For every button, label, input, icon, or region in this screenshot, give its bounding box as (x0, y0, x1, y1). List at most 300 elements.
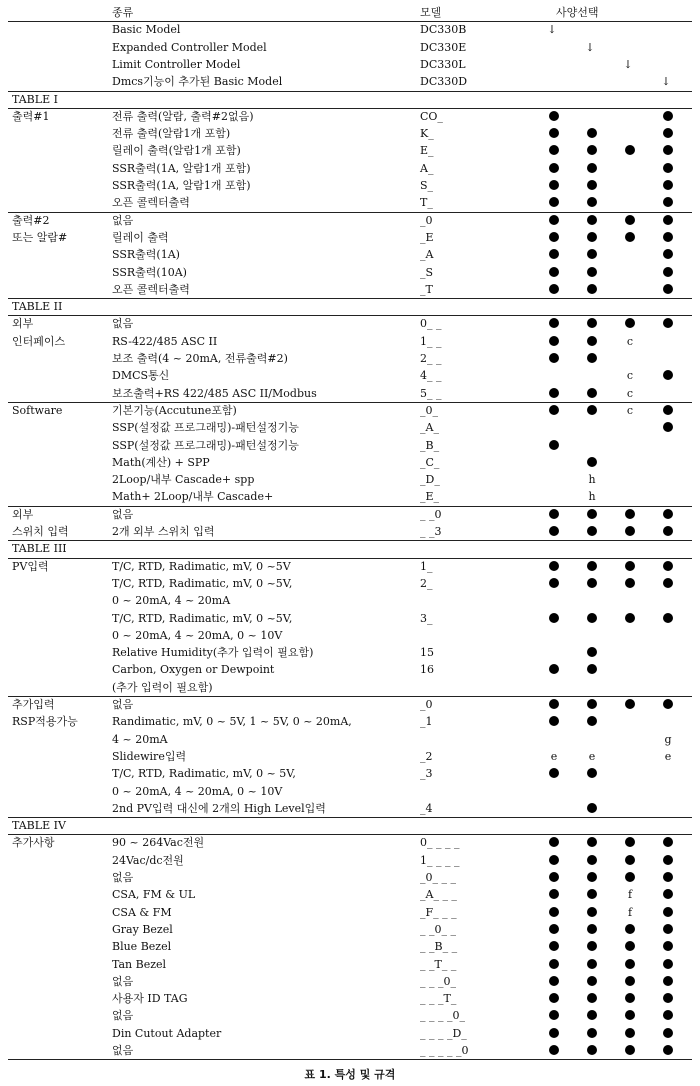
row-description: 24Vac/dc전원 (112, 853, 184, 867)
dot-icon (549, 855, 559, 865)
dot-icon (663, 163, 673, 173)
selected-dot (621, 506, 639, 523)
row-description: SSR출력(1A, 알람1개 포함) (112, 161, 251, 175)
table-row (8, 748, 692, 765)
row-code: _0_ _ _ (420, 871, 456, 884)
down-arrow-icon: ↓ (585, 40, 595, 54)
selected-dot (583, 610, 601, 627)
row-description: T/C, RTD, Radimatic, mV, 0 ~5V (112, 559, 291, 573)
dot-icon (549, 578, 559, 588)
table-row (8, 575, 692, 592)
table-row (8, 367, 692, 384)
dot-icon (587, 993, 597, 1003)
selected-dot (583, 938, 601, 955)
selected-dot (583, 506, 601, 523)
row-code: 4_ _ (420, 369, 442, 383)
dot-icon (587, 145, 597, 155)
selected-dot (545, 852, 563, 869)
row-code: 1_ (420, 559, 433, 573)
dot-icon (587, 197, 597, 207)
dot-icon (587, 941, 597, 951)
dot-icon (549, 509, 559, 519)
dot-icon (587, 284, 597, 294)
table-row (8, 852, 692, 869)
selected-dot (583, 713, 601, 730)
selected-dot (659, 367, 677, 384)
row-code: _3 (420, 767, 433, 781)
dot-icon (663, 699, 673, 709)
row-description: Carbon, Oxygen or Dewpoint (112, 663, 275, 677)
dot-icon (663, 509, 673, 519)
dot-icon (663, 111, 673, 121)
table-row (8, 160, 692, 177)
row-description: 보조출력+RS 422/485 ASC II/Modbus (112, 386, 317, 400)
selected-dot (583, 1025, 601, 1042)
dot-icon (587, 336, 597, 346)
selected-dot (545, 661, 563, 678)
row-description: T/C, RTD, Radimatic, mV, 0 ~5V, (112, 576, 293, 590)
selected-dot (659, 194, 677, 211)
dot-icon (549, 993, 559, 1003)
section-title (8, 298, 692, 315)
row-code: _ _0 (420, 507, 442, 521)
dot-icon (663, 976, 673, 986)
selected-dot (583, 350, 601, 367)
group-label: 추가사항 (12, 836, 55, 850)
model-row (8, 73, 692, 90)
selected-dot (545, 990, 563, 1007)
row-description: CSA, FM & UL (112, 888, 196, 902)
row-description: Gray Bezel (112, 922, 173, 936)
note-mark: c (626, 369, 634, 383)
model-name: Expanded Controller Model (112, 40, 267, 54)
dot-icon (625, 941, 635, 951)
dot-icon (663, 267, 673, 277)
row-code: 1_ _ (420, 334, 442, 348)
row-code: K_ (420, 127, 434, 141)
section-title-text: TABLE IV (12, 819, 66, 833)
dot-icon (549, 768, 559, 778)
dot-icon (625, 145, 635, 155)
selected-dot (545, 350, 563, 367)
group-label: Software (12, 403, 63, 417)
dot-icon (625, 1010, 635, 1020)
dot-icon (587, 1045, 597, 1055)
selected-dot (583, 990, 601, 1007)
row-code: _ _ _ _0_ (420, 1009, 465, 1023)
dot-icon (587, 872, 597, 882)
model-name: Limit Controller Model (112, 57, 241, 71)
selected-dot (583, 1007, 601, 1024)
dot-icon (587, 318, 597, 328)
table-row (8, 125, 692, 142)
selected-dot (659, 523, 677, 540)
table-row (8, 108, 692, 125)
table-row (8, 713, 692, 730)
row-description: SSP(설정값 프로그래밍)-패턴설정기능 (112, 438, 299, 452)
row-description: 없음 (112, 317, 134, 331)
row-code: _ _ _0_ (420, 974, 456, 988)
dot-icon (587, 180, 597, 190)
selected-dot (583, 194, 601, 211)
selected-dot (583, 973, 601, 990)
dot-icon (549, 336, 559, 346)
group-label: 스위치 입력 (12, 525, 69, 538)
dot-icon (625, 613, 635, 623)
dot-icon (549, 440, 559, 450)
selected-dot (621, 610, 639, 627)
selected-dot (545, 610, 563, 627)
row-description: (추가 입력이 필요함) (112, 680, 213, 694)
selected-dot (583, 800, 601, 817)
row-description: 기본기능(Accutune포함) (112, 403, 237, 417)
table-row (8, 973, 692, 990)
selected-dot (545, 938, 563, 955)
selected-dot (583, 575, 601, 592)
dot-icon (625, 993, 635, 1003)
row-code: T_ (420, 196, 433, 210)
group-label: 외부 (12, 507, 34, 521)
row-code: _2 (420, 749, 433, 763)
selected-dot (545, 212, 563, 229)
table-row (8, 506, 692, 523)
dot-icon (549, 837, 559, 847)
table-row (8, 1025, 692, 1042)
selected-dot (545, 194, 563, 211)
row-description: 전류 출력(알람1개 포함) (112, 127, 231, 141)
dot-icon (549, 699, 559, 709)
selected-dot (659, 142, 677, 159)
selected-dot (545, 869, 563, 886)
group-label: 출력#2 (12, 213, 50, 227)
dot-icon (549, 1028, 559, 1038)
table-row (8, 471, 692, 488)
dot-icon (587, 837, 597, 847)
row-code: _C_ (420, 455, 440, 469)
selected-dot (545, 904, 563, 921)
dot-icon (587, 353, 597, 363)
row-description: SSR출력(1A) (112, 248, 180, 262)
dot-icon (587, 699, 597, 709)
header-row (8, 4, 692, 21)
note-mark: e (588, 749, 596, 763)
selected-dot (583, 523, 601, 540)
note-mark: c (626, 334, 634, 348)
dot-icon (663, 578, 673, 588)
dot-icon (663, 370, 673, 380)
dot-icon (663, 1010, 673, 1020)
row-code: _A (420, 248, 434, 262)
row-code: _1 (420, 715, 433, 729)
table-row (8, 1042, 692, 1059)
selected-dot (659, 419, 677, 436)
down-arrow-icon: ↓ (547, 23, 557, 37)
dot-icon (587, 855, 597, 865)
selected-dot (621, 956, 639, 973)
dot-icon (587, 249, 597, 259)
group-label: 출력#1 (12, 109, 50, 123)
dot-icon (625, 578, 635, 588)
dot-icon (587, 128, 597, 138)
dot-icon (549, 180, 559, 190)
selected-dot (659, 108, 677, 125)
selected-dot (545, 506, 563, 523)
selected-dot (659, 1007, 677, 1024)
selected-dot (621, 229, 639, 246)
selected-dot (583, 904, 601, 921)
row-code: _0 (420, 698, 433, 711)
table-row (8, 229, 692, 246)
dot-icon (587, 924, 597, 934)
selected-dot (545, 264, 563, 281)
dot-icon (663, 855, 673, 865)
dot-icon (663, 180, 673, 190)
row-code: A_ (420, 161, 434, 175)
dot-icon (663, 837, 673, 847)
group-label: 외부 (12, 317, 34, 331)
selected-dot (583, 142, 601, 159)
table-row (8, 904, 692, 921)
note-mark: e (664, 749, 672, 763)
row-description: T/C, RTD, Radimatic, mV, 0 ~5V, (112, 611, 293, 625)
dot-icon (663, 993, 673, 1003)
selected-dot (545, 281, 563, 298)
row-description: 없음 (112, 698, 134, 711)
table-row (8, 592, 692, 609)
selected-dot (621, 1042, 639, 1059)
selected-dot (583, 212, 601, 229)
selected-dot (659, 229, 677, 246)
selected-dot (545, 246, 563, 263)
dot-icon (587, 803, 597, 813)
dot-icon (587, 232, 597, 242)
dot-icon (549, 924, 559, 934)
dot-icon (587, 976, 597, 986)
row-description: 0 ~ 20mA, 4 ~ 20mA, 0 ~ 10V (112, 628, 283, 642)
dot-icon (625, 976, 635, 986)
selected-dot (545, 315, 563, 332)
row-code: _ _0_ _ (420, 922, 456, 936)
row-code: 2_ _ (420, 352, 442, 365)
type-header: 종류 (112, 6, 134, 19)
row-description: Relative Humidity(추가 입력이 필요함) (112, 646, 314, 660)
dot-icon (587, 716, 597, 726)
spec-table (8, 0, 692, 1058)
row-code: _ _T_ _ (420, 957, 457, 971)
dot-icon (587, 907, 597, 917)
selected-dot (545, 108, 563, 125)
note-mark: c (626, 403, 634, 417)
dot-icon (663, 1028, 673, 1038)
note-mark: h (588, 490, 596, 504)
dot-icon (587, 215, 597, 225)
selected-dot (545, 696, 563, 713)
row-description: 전류 출력(알람, 출력#2없음) (112, 109, 254, 123)
selected-dot (659, 834, 677, 851)
row-code: _ _ _ _ _0 (420, 1044, 469, 1057)
selected-dot (659, 264, 677, 281)
section-title (8, 91, 692, 108)
row-description: Blue Bezel (112, 940, 172, 954)
selected-dot (583, 644, 601, 661)
dot-icon (549, 872, 559, 882)
table-row (8, 315, 692, 332)
dot-icon (587, 578, 597, 588)
row-code: _E (420, 230, 434, 244)
row-description: 오픈 콜렉터출력 (112, 196, 190, 210)
selected-dot (545, 125, 563, 142)
row-description: 없음 (112, 1009, 134, 1023)
row-description: Randimatic, mV, 0 ~ 5V, 1 ~ 5V, 0 ~ 20mA, (112, 715, 352, 729)
selected-dot (621, 990, 639, 1007)
dot-icon (549, 284, 559, 294)
selected-dot (583, 869, 601, 886)
selected-dot (545, 886, 563, 903)
table-caption: 표 1. 특성 및 규격 (304, 1068, 396, 1081)
table-row (8, 142, 692, 159)
selected-dot (545, 333, 563, 350)
row-code: 0_ _ (420, 317, 442, 331)
selected-dot (583, 886, 601, 903)
row-description: 0 ~ 20mA, 4 ~ 20mA (112, 594, 231, 608)
note-mark: c (626, 386, 634, 400)
selected-dot (583, 229, 601, 246)
dot-icon (549, 111, 559, 121)
row-code: _4 (420, 801, 433, 815)
selected-dot (545, 834, 563, 851)
dot-icon (663, 561, 673, 571)
row-description: 릴레이 출력 (112, 230, 169, 244)
row-description: 없음 (112, 213, 134, 227)
table-row (8, 834, 692, 851)
row-code: S_ (420, 179, 434, 192)
dot-icon (549, 526, 559, 536)
selected-dot (583, 264, 601, 281)
row-description: 없음 (112, 871, 134, 884)
selected-dot (545, 921, 563, 938)
row-description: Slidewire입력 (112, 749, 187, 763)
selected-dot (659, 921, 677, 938)
selected-dot (583, 160, 601, 177)
dot-icon (549, 561, 559, 571)
dot-icon (663, 215, 673, 225)
table-row (8, 644, 692, 661)
row-description: SSP(설정값 프로그래밍)-패턴설정기능 (112, 421, 299, 435)
down-arrow-icon: ↓ (623, 57, 633, 71)
dot-icon (587, 1028, 597, 1038)
row-code: 15 (420, 646, 434, 660)
row-description: CSA & FM (112, 905, 172, 919)
selected-dot (659, 956, 677, 973)
selected-dot (583, 333, 601, 350)
selected-dot (621, 1025, 639, 1042)
dot-icon (625, 215, 635, 225)
row-code: CO_ (420, 109, 443, 123)
group-label: 또는 알람# (12, 230, 68, 244)
row-description: 없음 (112, 507, 134, 521)
row-description: 없음 (112, 1044, 134, 1057)
table-bottom-rule (8, 1059, 692, 1060)
selected-dot (545, 956, 563, 973)
group-label: 인터페이스 (12, 334, 66, 348)
selected-dot (621, 834, 639, 851)
selected-dot (659, 177, 677, 194)
dot-icon (663, 941, 673, 951)
row-code: _A_ _ _ (420, 888, 457, 902)
dot-icon (587, 457, 597, 467)
selected-dot (545, 437, 563, 454)
row-description: 사용자 ID TAG (112, 992, 188, 1006)
dot-icon (549, 197, 559, 207)
selected-dot (659, 1042, 677, 1059)
dot-icon (587, 388, 597, 398)
selected-dot (545, 1007, 563, 1024)
dot-icon (549, 215, 559, 225)
row-code: 2_ (420, 576, 433, 590)
selected-dot (659, 558, 677, 575)
selected-dot (583, 402, 601, 419)
section-title-text: TABLE III (12, 542, 67, 556)
selected-dot (583, 1042, 601, 1059)
selected-dot (545, 142, 563, 159)
dot-icon (549, 959, 559, 969)
dot-icon (587, 509, 597, 519)
selected-dot (621, 1007, 639, 1024)
selected-dot (583, 696, 601, 713)
dot-icon (663, 526, 673, 536)
row-description: Math+ 2Loop/내부 Cascade+ (112, 490, 274, 504)
table-row (8, 990, 692, 1007)
dot-icon (663, 405, 673, 415)
dot-icon (625, 1028, 635, 1038)
row-description: 4 ~ 20mA (112, 732, 168, 746)
selected-dot (583, 834, 601, 851)
dot-icon (587, 613, 597, 623)
section-title (8, 817, 692, 834)
table-row (8, 886, 692, 903)
row-code: 0_ _ _ _ (420, 836, 460, 850)
table-row (8, 765, 692, 782)
selected-dot (659, 160, 677, 177)
note-mark: h (588, 473, 596, 487)
row-code: _ _ _T_ (420, 992, 457, 1006)
row-code: _ _3 (420, 525, 442, 538)
selected-dot (659, 886, 677, 903)
selected-dot (659, 938, 677, 955)
selected-dot (545, 229, 563, 246)
row-description: 0 ~ 20mA, 4 ~ 20mA, 0 ~ 10V (112, 784, 283, 798)
selected-dot (545, 973, 563, 990)
selected-dot (545, 177, 563, 194)
dot-icon (549, 1010, 559, 1020)
selected-dot (545, 558, 563, 575)
table-row (8, 385, 692, 402)
dot-icon (549, 941, 559, 951)
dot-icon (549, 889, 559, 899)
dot-icon (549, 716, 559, 726)
row-code: 3_ (420, 611, 433, 625)
group-label: 추가입력 (12, 698, 55, 711)
model-header: 모델 (420, 6, 442, 19)
dot-icon (549, 145, 559, 155)
table-row (8, 437, 692, 454)
selected-dot (621, 973, 639, 990)
dot-icon (625, 837, 635, 847)
row-description: SSR출력(1A, 알람1개 포함) (112, 179, 251, 192)
table-row (8, 921, 692, 938)
table-row (8, 679, 692, 696)
model-row (8, 39, 692, 56)
